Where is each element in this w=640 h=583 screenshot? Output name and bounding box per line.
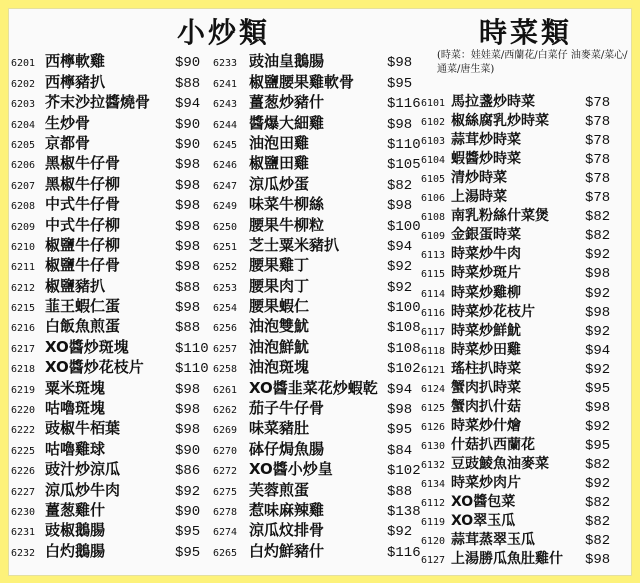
item-price: $92: [387, 259, 413, 276]
item-code: 6258: [213, 364, 238, 376]
item-name: 椒鹽腰果雞軟骨: [249, 72, 355, 91]
item-price: $98: [387, 116, 413, 133]
item-price: $94: [585, 342, 611, 359]
item-price: $90: [175, 55, 201, 72]
item-name: 上湯勝瓜魚肚雞什: [451, 551, 563, 568]
item-name: 腰果雞丁: [249, 256, 310, 275]
item-price: $84: [387, 442, 413, 459]
item-code: 6274: [213, 527, 238, 539]
item-code: 6119: [421, 517, 446, 529]
item-name: 白灼鵝腸: [45, 541, 106, 560]
item-price: $94: [387, 238, 413, 255]
item-code: 6101: [421, 98, 446, 110]
item-code: 6232: [11, 547, 36, 559]
item-name: 豉椒牛栢葉: [45, 419, 121, 438]
item-code: 6249: [213, 201, 238, 213]
item-price: $110: [175, 361, 209, 378]
item-name: 蒜茸炒時菜: [451, 132, 521, 149]
item-name: XO醬炒花枝片: [45, 358, 144, 377]
item-code: 6250: [213, 221, 238, 233]
item-name: 惹味麻辣雞: [249, 500, 325, 519]
item-code: 6246: [213, 160, 238, 172]
item-code: 6257: [213, 343, 238, 355]
item-price: $95: [175, 524, 201, 541]
item-name: 咕嚕斑塊: [45, 399, 106, 418]
item-name: 時菜炒牛肉: [451, 246, 521, 263]
item-code: 6270: [213, 445, 238, 457]
item-name: 椒鹽牛仔柳: [45, 235, 121, 254]
item-price: $92: [585, 361, 611, 378]
item-code: 6278: [213, 506, 238, 518]
item-name: 時菜炒什燴: [451, 417, 521, 434]
section-title-stir-fry: 小炒類: [177, 16, 271, 49]
item-price: $110: [387, 136, 421, 153]
item-price: $95: [387, 75, 413, 92]
item-price: $98: [387, 55, 413, 72]
item-name: 腰果肉丁: [249, 276, 310, 295]
item-price: $98: [175, 157, 201, 174]
item-price: $92: [585, 323, 611, 340]
item-name: XO翠玉瓜: [451, 513, 516, 530]
item-name: 椒鹽牛仔骨: [45, 256, 121, 275]
item-price: $98: [585, 266, 611, 283]
item-code: 6132: [421, 459, 446, 471]
item-name: 豉椒鵝腸: [45, 521, 106, 540]
item-code: 6220: [11, 405, 36, 417]
item-price: $108: [387, 320, 421, 337]
item-code: 6207: [11, 180, 36, 192]
item-code: 6226: [11, 466, 36, 478]
item-price: $78: [585, 95, 611, 112]
item-code: 6216: [11, 323, 36, 335]
item-name: 椒絲腐乳炒時菜: [451, 113, 549, 130]
item-name: 時菜炒花枝片: [451, 303, 535, 320]
item-price: $98: [175, 259, 201, 276]
item-price: $78: [585, 171, 611, 188]
item-price: $92: [585, 418, 611, 435]
item-name: 咕嚕雞球: [45, 439, 106, 458]
item-name: 時菜炒鮮魷: [451, 322, 521, 339]
item-code: 6225: [11, 445, 36, 457]
item-code: 6108: [421, 212, 446, 224]
item-code: 6113: [421, 250, 446, 262]
item-price: $82: [585, 533, 611, 550]
item-code: 6272: [213, 466, 238, 478]
item-name: 油泡鮮魷: [249, 337, 310, 356]
item-code: 6126: [421, 421, 446, 433]
item-name: 中式牛仔柳: [45, 215, 121, 234]
item-price: $98: [175, 198, 201, 215]
item-code: 6114: [421, 288, 446, 300]
item-price: $98: [175, 402, 201, 419]
item-price: $78: [585, 152, 611, 169]
item-name: 蝦醬炒時菜: [451, 151, 521, 168]
item-name: 生炒骨: [45, 113, 91, 132]
vegetable-options-note: (時菜：娃娃菜/西蘭花/白菜仔 油麥菜/菜心/通菜/唐生菜): [437, 50, 628, 75]
item-code: 6208: [11, 201, 36, 213]
item-name: 芝士粟米豬扒: [249, 235, 340, 254]
item-name: 蒜茸蒸翠玉瓜: [451, 532, 535, 549]
item-code: 6275: [213, 486, 238, 498]
item-name: XO醬包菜: [451, 494, 516, 511]
item-name: 砵仔焗魚腸: [249, 439, 325, 458]
item-name: 醬爆大細雞: [249, 113, 325, 132]
item-name: 白飯魚煎蛋: [45, 317, 121, 336]
item-price: $95: [175, 544, 201, 561]
item-price: $116: [387, 96, 421, 113]
item-price: $98: [175, 177, 201, 194]
item-code: 6222: [11, 425, 36, 437]
item-price: $78: [585, 133, 611, 150]
item-code: 6233: [213, 58, 238, 70]
item-code: 6203: [11, 99, 36, 111]
item-name: XO醬炒斑塊: [45, 337, 129, 356]
item-price: $102: [387, 361, 421, 378]
item-price: $82: [585, 495, 611, 512]
item-code: 6215: [11, 303, 36, 315]
item-price: $92: [175, 483, 201, 500]
item-price: $100: [387, 218, 421, 235]
item-price: $78: [585, 114, 611, 131]
item-name: 味菜豬肚: [249, 419, 310, 438]
item-price: $88: [175, 320, 201, 337]
item-code: 6245: [213, 139, 238, 151]
item-code: 6219: [11, 384, 36, 396]
item-code: 6217: [11, 343, 36, 355]
item-name: 清炒時菜: [451, 170, 507, 187]
item-code: 6206: [11, 160, 36, 172]
item-code: 6120: [421, 536, 446, 548]
item-name: 薑葱雞什: [45, 500, 106, 519]
item-code: 6115: [421, 269, 446, 281]
item-price: $92: [387, 279, 413, 296]
item-name: 豉油皇鵝腸: [249, 52, 325, 71]
item-price: $98: [175, 218, 201, 235]
item-code: 6256: [213, 323, 238, 335]
item-price: $88: [387, 483, 413, 500]
item-code: 6109: [421, 231, 446, 243]
item-name: 馬拉盞炒時菜: [451, 94, 535, 111]
item-price: $82: [585, 514, 611, 531]
item-name: 蟹肉扒時菜: [451, 379, 521, 396]
item-name: 西檸豬扒: [45, 72, 106, 91]
item-code: 6202: [11, 78, 36, 90]
item-name: 涼瓜炒牛肉: [45, 480, 121, 499]
item-code: 6125: [421, 402, 446, 414]
item-price: $82: [387, 177, 413, 194]
item-name: 涼瓜炆排骨: [249, 521, 325, 540]
item-code: 6230: [11, 506, 36, 518]
item-price: $94: [387, 381, 413, 398]
item-name: 椒鹽豬扒: [45, 276, 106, 295]
item-name: 蟹肉扒什菇: [451, 398, 521, 415]
item-code: 6105: [421, 174, 446, 186]
item-price: $90: [175, 442, 201, 459]
item-code: 6210: [11, 241, 36, 253]
item-name: 涼瓜炒蛋: [249, 174, 310, 193]
item-name: 金銀蛋時菜: [451, 227, 521, 244]
item-code: 6116: [421, 307, 446, 319]
item-name: 瑤柱扒時菜: [451, 360, 521, 377]
item-name: 京都骨: [45, 133, 91, 152]
item-name: 油泡斑塊: [249, 358, 310, 377]
item-price: $116: [387, 544, 421, 561]
item-code: 6212: [11, 282, 36, 294]
item-price: $78: [585, 190, 611, 207]
item-code: 6104: [421, 155, 446, 167]
item-price: $98: [585, 552, 611, 569]
item-name: 時菜炒田雞: [451, 341, 521, 358]
item-price: $98: [585, 304, 611, 321]
item-code: 6121: [421, 364, 446, 376]
item-name: 中式牛仔骨: [45, 195, 121, 214]
item-price: $98: [387, 402, 413, 419]
item-code: 6251: [213, 241, 238, 253]
item-code: 6106: [421, 193, 446, 205]
item-price: $88: [175, 75, 201, 92]
item-price: $108: [387, 340, 421, 357]
item-code: 6211: [11, 262, 36, 274]
item-name: 時菜炒肉片: [451, 474, 521, 491]
item-code: 6269: [213, 425, 238, 437]
item-name: 黑椒牛仔骨: [45, 154, 121, 173]
item-price: $88: [175, 279, 201, 296]
item-code: 6254: [213, 303, 238, 315]
item-price: $82: [585, 209, 611, 226]
item-name: 韮王蝦仁蛋: [45, 297, 121, 316]
item-name: 粟米斑塊: [45, 378, 106, 397]
item-name: 油泡雙魷: [249, 317, 310, 336]
item-price: $110: [175, 340, 209, 357]
item-code: 6261: [213, 384, 238, 396]
item-code: 6205: [11, 139, 36, 151]
item-name: 時菜炒斑片: [451, 265, 521, 282]
item-code: 6124: [421, 383, 446, 395]
item-name: 黑椒牛仔柳: [45, 174, 121, 193]
item-code: 6103: [421, 136, 446, 148]
item-price: $98: [175, 422, 201, 439]
item-code: 6134: [421, 478, 446, 490]
item-name: XO醬韭菜花炒蝦乾: [249, 378, 378, 397]
item-price: $92: [585, 285, 611, 302]
item-price: $94: [175, 96, 201, 113]
item-price: $86: [175, 463, 201, 480]
item-name: XO醬小炒皇: [249, 460, 333, 479]
item-price: $98: [175, 238, 201, 255]
item-code: 6265: [213, 547, 238, 559]
item-code: 6204: [11, 119, 36, 131]
item-price: $98: [175, 300, 201, 317]
item-name: 南乳粉絲什菜煲: [451, 208, 549, 225]
item-name: 椒鹽田雞: [249, 154, 310, 173]
section-title-vegetables: 時菜類: [479, 16, 573, 49]
item-price: $90: [175, 503, 201, 520]
item-code: 6201: [11, 58, 36, 70]
item-name: 上湯時菜: [451, 189, 507, 206]
item-code: 6252: [213, 262, 238, 274]
item-name: 芥末沙拉醬燒骨: [45, 93, 151, 112]
item-code: 6209: [11, 221, 36, 233]
item-code: 6117: [421, 326, 446, 338]
item-code: 6247: [213, 180, 238, 192]
item-name: 豆豉鯪魚油麥菜: [451, 455, 549, 472]
item-code: 6102: [421, 117, 446, 129]
item-price: $98: [585, 399, 611, 416]
item-code: 6118: [421, 345, 446, 357]
item-name: 薑葱炒豬什: [249, 93, 325, 112]
item-code: 6262: [213, 405, 238, 417]
item-price: $90: [175, 136, 201, 153]
item-name: 白灼鮮豬什: [249, 541, 325, 560]
item-price: $102: [387, 463, 421, 480]
item-price: $90: [175, 116, 201, 133]
item-name: 芙蓉煎蛋: [249, 480, 310, 499]
item-code: 6253: [213, 282, 238, 294]
item-code: 6244: [213, 119, 238, 131]
item-name: 時菜炒雞柳: [451, 284, 521, 301]
item-name: 腰果牛柳粒: [249, 215, 325, 234]
item-price: $95: [585, 380, 611, 397]
item-price: $98: [175, 381, 201, 398]
menu-board: [8, 8, 632, 576]
item-name: 腰果蝦仁: [249, 297, 310, 316]
item-code: 6231: [11, 527, 36, 539]
item-price: $82: [585, 456, 611, 473]
item-code: 6241: [213, 78, 238, 90]
item-name: 豉汁炒涼瓜: [45, 460, 121, 479]
item-name: 味菜牛柳絲: [249, 195, 325, 214]
item-code: 6112: [421, 498, 446, 510]
item-price: $82: [585, 228, 611, 245]
item-code: 6127: [421, 555, 446, 567]
item-code: 6218: [11, 364, 36, 376]
item-price: $138: [387, 503, 421, 520]
item-price: $92: [585, 475, 611, 492]
item-price: $92: [387, 524, 413, 541]
item-name: 什菇扒西蘭花: [451, 436, 535, 453]
item-name: 茄子牛仔骨: [249, 399, 325, 418]
item-price: $105: [387, 157, 421, 174]
item-name: 油泡田雞: [249, 133, 310, 152]
item-code: 6130: [421, 440, 446, 452]
item-name: 西檸軟雞: [45, 52, 106, 71]
item-price: $92: [585, 247, 611, 264]
item-price: $98: [387, 198, 413, 215]
item-price: $95: [585, 437, 611, 454]
item-code: 6243: [213, 99, 238, 111]
item-price: $100: [387, 300, 421, 317]
item-code: 6227: [11, 486, 36, 498]
item-price: $95: [387, 422, 413, 439]
